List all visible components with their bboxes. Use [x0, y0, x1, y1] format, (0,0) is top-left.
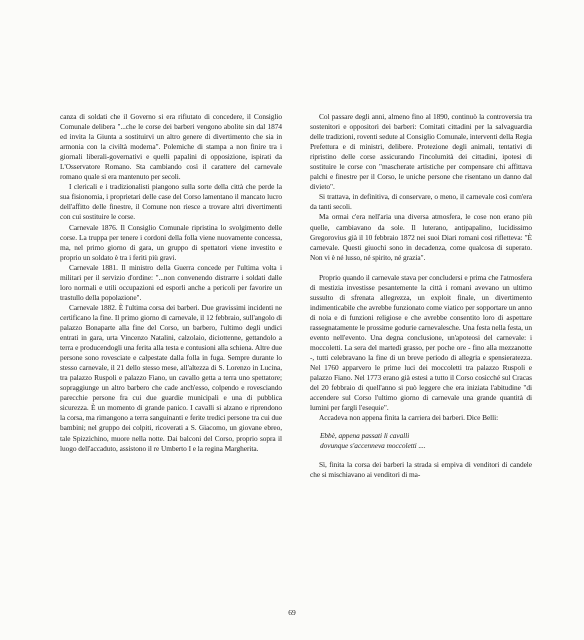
right-column: [310, 112, 532, 480]
paragraph: Accadeva non appena finita la carriera dei barberi. Dice Belli:: [319, 413, 499, 423]
paragraph: Ma ormai c'era nell'aria una diversa atmosfera, le cose non erano più quelle, cambiavano da sole. Il luterano, antipapalino, lucidissimo Gregorovius già il 10 febbraio 1872 nei suoi Diari romani così rifletteva: "È carnevale. Questi giuochi sono in decadenza, come qualcosa di superato. Non vi è né lusso, né spirito, né grazia".: [310, 212, 532, 262]
left-column: [60, 112, 282, 454]
paragraph: Sì, finita la corsa dei barberi la strada si empiva di venditori di candele che si mischiavano ai venditori di ma-: [310, 459, 532, 479]
paragraph: Col passare degli anni, almeno fino al 1890, continuò la controversia tra sostenitori e oppositori dei barberi: Comitati cittadini per la salvaguardia delle tradizioni, roventi sedute al Consiglio Comunale, interventi della Regia Prefettura e di ministri, delibere. Protezione degli animali, tentativi di ripristino delle corse assicurando l'incolumità dei cittadini, ipotesi di sostituire le corse con "mascherate artistiche per compensare chi affittava palchi e finestre per il Corso, le uniche persone che risentano un danno dal divieto".: [310, 112, 532, 192]
paragraph: Carnevale 1882. È l'ultima corsa dei barberi. Due gravissimi incidenti ne certificano la fine. Il primo giorno di carnevale, il 12 febbraio, sull'angolo di palazzo Bonaparte alla fine del Corso, un barbero, l'ultimo degli undici entrati in gara, urta Vincenzo Natalini, calzolaio, diciottenne, gettandolo a terra e producendogli una ferita alla testa e contusioni alla schiena. Altre due persone sono rovesciate e calpestate dalla folla in fuga. Sempre durante lo stesso carnevale, il 21 dello stesso mese, all'altezza di S. Lorenzo in Lucina, tra palazzo Ruspoli e palazzo Fiano, un cavallo getta a terra uno spettatore; sopraggiunge un altro barbero che cade anch'esso, colpendo e rovesciando parecchie persone fra cui due guardie municipali e una di pubblica sicurezza. È un momento di grande panico. I cavalli si alzano e riprendono la corsa, ma rimangono a terra sanguinanti e ferite tredici persone tra cui due bambini; nel gruppo dei colpiti, ricoverati a S. Giacomo, un giovane ebreo, tale Spizzichino, muore nella notte. Dai balconi del Corso, proprio sopra il luogo dell'accaduto, assistono il re Umberto I e la regina Margherita.: [60, 302, 282, 453]
paragraph: Carnevale 1876. Il Consiglio Comunale ripristina lo svolgimento delle corse. La truppa per tenere i cordoni della folla viene nuovamente concessa, ma, nel primo giorno di gara, un gruppo di spettatori viene investito e proprio un soldato è tra i feriti più gravi.: [60, 222, 282, 262]
page-number: 69: [288, 608, 296, 617]
paragraph: Si trattava, in definitiva, di conservare, o meno, il carnevale così com'era da tanti secoli.: [310, 192, 532, 212]
paragraph: Carnevale 1881. Il ministro della Guerra concede per l'ultima volta i militari per il servizio d'ordine: "...non convenendo distrarre i soldati dalle loro normali e utili occupazioni ed esporli anche a pericoli per favorire un trastullo della popolazione".: [60, 262, 282, 302]
verse-line: Ebbè, appena passati li cavalli: [320, 431, 410, 441]
verse-line: dovunque s'accenneva moccoletti ....: [320, 441, 426, 451]
paragraph: Proprio quando il carnevale stava per concludersi e prima che l'atmosfera di mestizia investisse pesantemente la città i romani avevano un ultimo sussulto di sfrenata allegrezza, un exploit finale, un divertimento indimenticabile che avrebbe funzionato come viatico per sopportare un anno di noia e di funzioni religiose e che avrebbe consentito loro di aspettare rassegnatamente le prossime godurie carnevalesche. Una festa nella festa, un evento nell'evento. Una degna conclusione, un'apoteosi del carnevale: i moccoletti. La sera del martedì grasso, per poche ore - fino alla mezzanotte -, tutti celebravano la fine di un breve periodo di allegria e spensieratezza. Nel 1760 apparvero le prime luci dei moccoletti tra palazzo Ruspoli e palazzo Fiano. Nel 1773 erano già estesi a tutto il Corso cosicché sul Cracas del 20 febbraio di quell'anno si può leggere che era iniziata l'abitudine "di accendere sul Corso l'ultimo giorno di carnevale una grande quantità di lumini per fargli l'esequie".: [310, 272, 532, 413]
paragraph: I clericali e i tradizionalisti piangono sulla sorte della città che perde la sua fisionomia, i proprietari delle case del Corso lamentano il mancato lucro dell'affitto delle finestre, il Comune non riesce a trovare altri divertimenti con cui sostituire le corse.: [60, 182, 282, 222]
paragraph: canza di soldati che il Governo si era rifiutato di concedere, il Consiglio Comunale delibera "...che le corse dei barberi vengono abolite sin dal 1874 ed invita la Giunta a sostituirvi un altro genere di divertimento che sia in armonia con la civiltà moderna". Polemiche di stampa a non finire tra i giornali liberali-governativi e quelli papalini di opposizione, ispirati da L'Osservatore Romano. Sta cambiando così il carattere del carnevale romano quale si era mantenuto per secoli.: [60, 112, 282, 182]
